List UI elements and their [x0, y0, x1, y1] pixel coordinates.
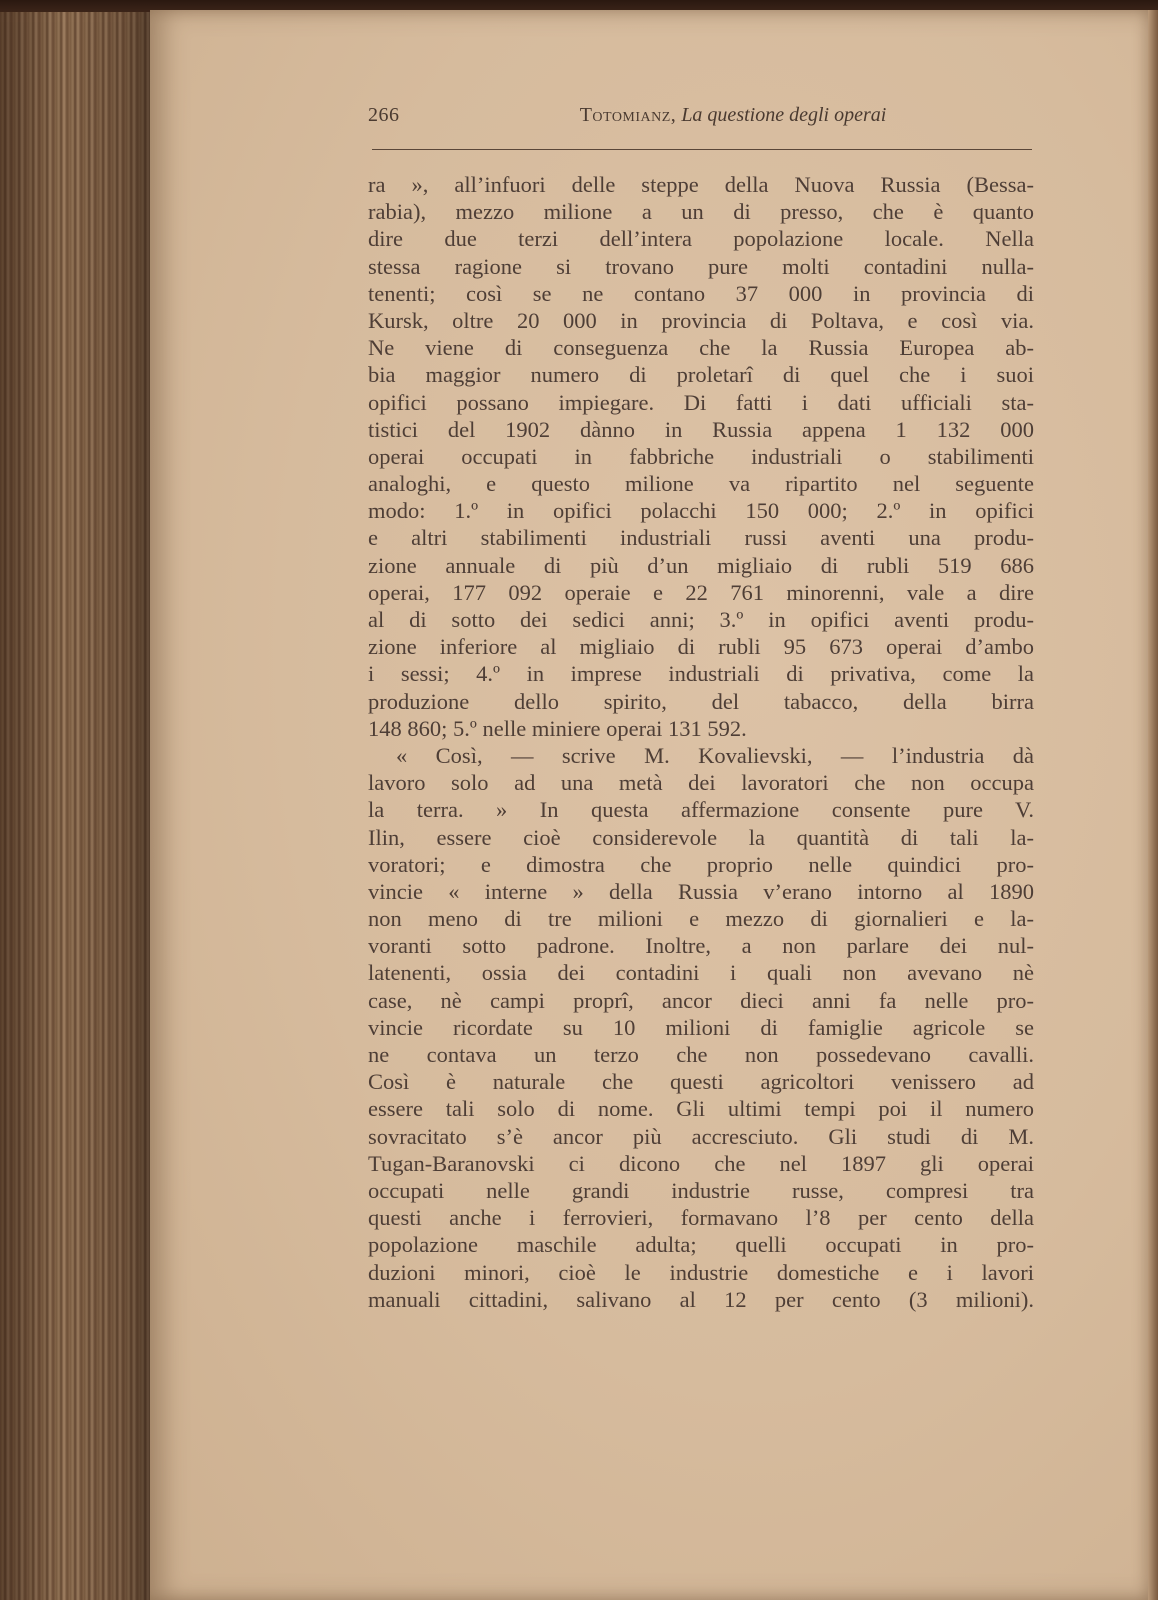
page-number: 266 [368, 104, 400, 126]
book-page-edges [0, 12, 160, 1600]
text-line: opifici possano impiegare. Di fatti i dati ufficiali sta- [368, 389, 1034, 415]
text-line: zione inferiore al migliaio di rubli 95 673 operai d’ambo [368, 634, 1034, 660]
text-line: « Così, — scrive M. Kovalievski, — l’industria dà [396, 742, 1034, 768]
text-line: analoghi, e questo milione va ripartito nel seguente [368, 471, 1034, 497]
text-line: tistici del 1902 dànno in Russia appena 1 132 000 [368, 416, 1034, 442]
text-line: occupati nelle grandi industrie russe, compresi tra [368, 1177, 1034, 1203]
text-line: modo: 1.º in opifici polacchi 150 000; 2.º in opifici [368, 498, 1034, 524]
running-title-author: Totomianz, [579, 104, 677, 126]
text-line: produzione dello spirito, del tabacco, della birra [368, 688, 1034, 714]
text-line: latenenti, ossia dei contadini i quali non avevano nè [368, 960, 1034, 986]
text-line: 148 860; 5.º nelle miniere operai 131 592. [368, 715, 747, 741]
text-line: operai occupati in fabbriche industriali o stabilimenti [368, 443, 1034, 469]
text-line: bia maggior numero di proletarî di quel che i suoi [368, 362, 1034, 388]
text-line: Così è naturale che questi agricoltori venissero ad [368, 1069, 1034, 1095]
text-line: la terra. » In questa affermazione consente pure V. [368, 797, 1034, 823]
text-line: case, nè campi proprî, ancor dieci anni fa nelle pro- [368, 987, 1034, 1013]
text-line: stessa ragione si trovano pure molti contadini nulla- [368, 253, 1034, 279]
text-line: duzioni minori, cioè le industrie domestiche e i lavori [368, 1259, 1034, 1285]
text-line: Ilin, essere cioè considerevole la quantità di tali la- [368, 824, 1034, 850]
text-line: essere tali solo di nome. Gli ultimi tempi poi il numero [368, 1096, 1034, 1122]
running-title [528, 104, 938, 127]
body-text [368, 171, 1034, 1313]
text-line: questi anche i ferrovieri, formavano l’8 per cento della [368, 1205, 1034, 1231]
text-line: lavoro solo ad una metà dei lavoratori che non occupa [368, 770, 1034, 796]
text-line: dire due terzi dell’intera popolazione locale. Nella [368, 226, 1034, 252]
header-rule [372, 149, 1032, 150]
text-line: ra », all’infuori delle steppe della Nuova Russia (Bessa- [368, 172, 1034, 197]
text-line: popolazione maschile adulta; quelli occupati in pro- [368, 1232, 1034, 1258]
text-line: vincie ricordate su 10 milioni di famiglie agricole se [368, 1014, 1034, 1040]
book-right-edge [1148, 10, 1158, 1600]
text-line: Tugan-Baranovski ci dicono che nel 1897 gli operai [368, 1150, 1034, 1176]
text-line: ne contava un terzo che non possedevano cavalli. [368, 1042, 1034, 1067]
text-line: Kursk, oltre 20 000 in provincia di Poltava, e così via. [368, 307, 1034, 333]
text-line: Ne viene di conseguenza che la Russia Europea ab- [368, 335, 1034, 361]
text-line: zione annuale di più d’un migliaio di rubli 519 686 [368, 552, 1034, 578]
text-line: rabia), mezzo milione a un di presso, che è quanto [368, 199, 1034, 225]
text-line: non meno di tre milioni e mezzo di giornalieri e la- [368, 906, 1034, 932]
running-title-book: La questione degli operai [681, 104, 887, 126]
text-line: al di sotto dei sedici anni; 3.º in opifici aventi produ- [368, 607, 1034, 632]
text-line: e altri stabilimenti industriali russi aventi una produ- [368, 525, 1034, 551]
text-line: voranti sotto padrone. Inoltre, a non parlare dei nul- [368, 933, 1034, 959]
text-line: vincie « interne » della Russia v’erano intorno al 1890 [368, 878, 1034, 904]
text-line: tenenti; così se ne contano 37 000 in provincia di [368, 280, 1034, 306]
page-header [368, 104, 1044, 134]
text-line: operai, 177 092 operaie e 22 761 minorenni, vale a dire [368, 579, 1034, 605]
text-line: voratori; e dimostra che proprio nelle quindici pro- [368, 851, 1034, 877]
text-line: sovracitato s’è ancor più accresciuto. Gli studi di M. [368, 1123, 1034, 1149]
text-line: manuali cittadini, salivano al 12 per cento (3 milioni). [368, 1286, 1034, 1312]
text-line: i sessi; 4.º in imprese industriali di privativa, come la [368, 661, 1034, 687]
